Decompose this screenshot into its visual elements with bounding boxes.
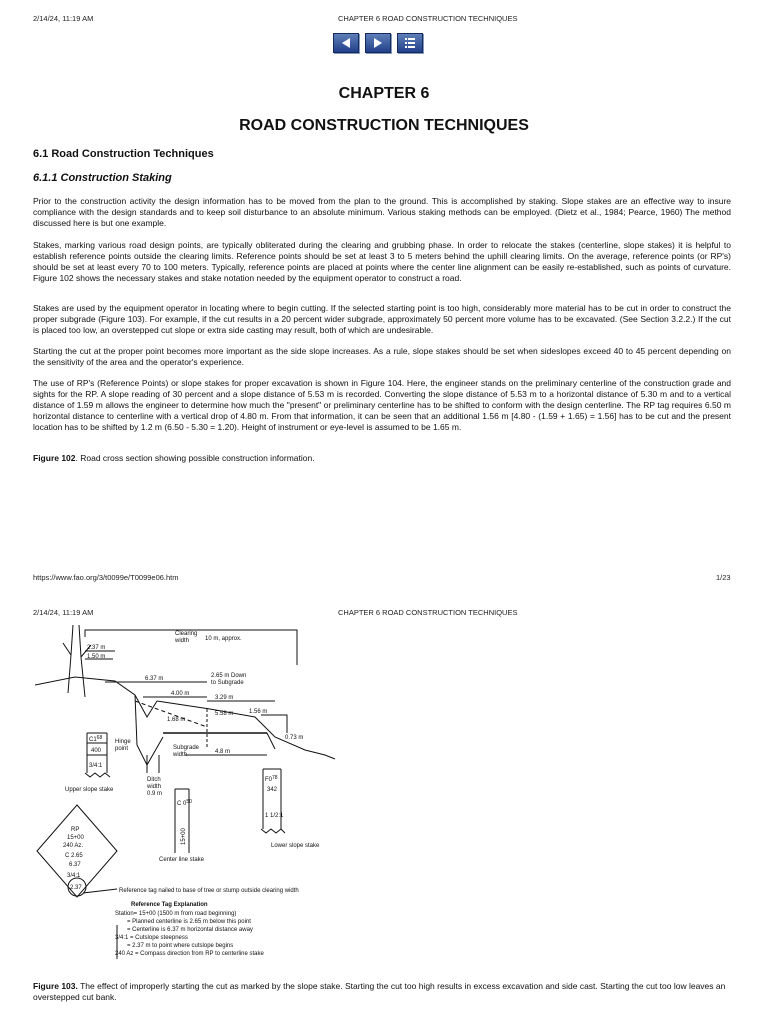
- next-page-button[interactable]: [365, 33, 391, 53]
- dim-073-label: 0.73 m: [285, 735, 304, 741]
- legend-line-6: 240 Az = Compass direction from RP to centerline stake: [115, 951, 264, 957]
- reference-tag-note: Reference tag nailed to base of tree or stump outside clearing width: [119, 888, 299, 894]
- clearing-width-label: Clearing width: [175, 631, 198, 644]
- previous-page-button[interactable]: [333, 33, 359, 53]
- rp-station: 15+00: [67, 835, 84, 841]
- footer-url[interactable]: https://www.fao.org/3/t0099e/T0099e06.htm: [33, 573, 179, 582]
- center-tag-station: 15+00: [181, 828, 187, 845]
- legend-line-1: Station= 15+00 (1500 m from road beginning): [115, 911, 237, 917]
- figure-103-label: Figure 103.: [33, 981, 78, 991]
- legend-line-3: = Centerline is 6.37 m horizontal distance away: [127, 927, 253, 933]
- subsection-heading: 6.1.1 Construction Staking: [33, 172, 172, 184]
- down-to-subgrade-label: 2.65 m Down to Subgrade: [211, 673, 247, 686]
- tree-trunk-left: [68, 625, 73, 693]
- dim-400-label: 4.00 m: [171, 691, 190, 697]
- dim-637-label: 6.37 m: [145, 676, 164, 682]
- figure-103-text: The effect of improperly starting the cut as marked by the slope stake. Starting the cut too high results in excess excavation and side cast. Starting the cut too low leaves an overstepped cut bank.: [33, 981, 726, 1002]
- upper-tag-c168: $C1^{68}$: [89, 735, 103, 743]
- rp-637: 6.37: [69, 862, 81, 868]
- paragraph-reference-points: Stakes, marking various road design points, are typically obliterated during the clearing and grubbing phase. In order to relocate the stakes (centerline, slope stakes) it is helpful to establish reference points outside the clearing limits. Reference points should be set at least 3 to 5 meters behind the uphill clearing limits. On the average, reference points (or RP's) should be set at least every 70 to 100 meters. Typically, reference points are placed at points where the center line alignment can be easily re-established, such as points of curvature. Figure 102 shows the necessary stakes and stake notation needed by the equipment operator to construct a road.: [33, 240, 731, 283]
- contents-list-icon: [403, 36, 417, 50]
- dim-329-label: 3.29 m: [215, 695, 234, 701]
- hinge-point-label: Hinge point: [115, 739, 131, 752]
- paragraph-staking-intro: Prior to the construction activity the design information has to be moved from the plan to the ground. This is accomplished by staking. Slope stakes are an effective way to insure compliance with the design standards and to keep soil disturbance to an absolute minimum. Various staking methods can be employed. (Dietz et al., 1984; Pearce, 1960) The method discussed here is but one example.: [33, 196, 731, 228]
- legend-title: Reference Tag Explanation: [131, 902, 208, 908]
- rp-azimuth: 240 Az.: [63, 843, 84, 849]
- rp-c265: C 2.65: [65, 853, 83, 859]
- centerline-stake-label: Center line stake: [159, 857, 205, 863]
- original-ground-upper: [35, 677, 157, 717]
- print-page-title-page2: CHAPTER 6 ROAD CONSTRUCTION TECHNIQUES: [338, 608, 518, 617]
- paragraph-side-slope: Starting the cut at the proper point becomes more important as the side slope increases. As a rule, slope stakes should be set when sideslopes exceed 40 to 45 percent depending on the sensitivity of the area and the operator's experience.: [33, 346, 731, 367]
- chapter-heading: CHAPTER 6: [338, 85, 430, 102]
- figure-102-text: . Road cross section showing possible construction information.: [75, 453, 315, 463]
- legend-line-2: = Planned centerline is 2.65 m below this point: [127, 919, 251, 925]
- reference-tag-diamond: [37, 805, 117, 897]
- rp-slope: 3/4:1: [67, 873, 81, 879]
- dim-558-label: 5.58 m: [215, 711, 234, 717]
- chapter-title: ROAD CONSTRUCTION TECHNIQUES: [239, 117, 529, 134]
- lower-tag-342: 342: [267, 787, 278, 793]
- cut-slope: [135, 695, 163, 765]
- legend-line-5: = 2.37 m to point where cutslope begins: [127, 943, 234, 949]
- upper-slope-stake-label: Upper slope stake: [65, 787, 114, 793]
- legend-line-4: 3/4:1 = Cutslope steepness: [115, 935, 188, 941]
- dim-156-label: 1.56 m: [249, 709, 268, 715]
- dim-168-label: 1.68 m: [167, 717, 186, 723]
- arrow-right-icon: [371, 36, 385, 50]
- print-page-title: CHAPTER 6 ROAD CONSTRUCTION TECHNIQUES: [338, 14, 518, 23]
- rp-title: RP: [71, 827, 80, 833]
- paragraph-cut-start: Stakes are used by the equipment operator in locating where to begin cutting. If the selected starting point is too high, considerably more material has to be cut in order to construct the proper subgrade (Figure 103). For example, if the cut results in a 20 percent wider subgrade, approximately 50 percent more volume has to be excavated. (See Section 3.2.2.) If the cut is placed too low, an overstepped cut slope or extra side casting may result, both of which are undesirable.: [33, 303, 731, 335]
- subgrade-width-label: Subgrade width: [173, 745, 200, 758]
- dim-150-label: 1.50 m: [87, 654, 106, 660]
- center-tag-c050: C $0^{50}$: [177, 799, 192, 807]
- lower-slope-stake-label: Lower slope stake: [271, 843, 320, 849]
- figure-103-caption: [33, 981, 731, 1003]
- section-heading: 6.1 Road Construction Techniques: [33, 148, 214, 160]
- paragraph-rp-usage: The use of RP's (Reference Points) or slope stakes for proper excavation is shown in Figure 104. Here, the engineer stands on the preliminary centerline of the construction grade and sights for the RP. A slope reading of 30 percent and a slope distance of 5.53 m is recorded. Converting the slope distance of 5.53 m to a horizontal distance of 5.30 m and to a vertical distance of 1.59 m allows the engineer to determine how much the "present" or preliminary centerline has to be shifted to conform with the design centerline. The RP tag requires 6.50 m horizontal distance to centerline with a vertical drop of 4.80 m. From that information, it can be seen that an additional 1.56 m [4.80 - (1.59 + 1.65) = 1.56] has to be cut and the present location has to be shifted by 1.2 m (6.50 - 5.30 = 1.20). Height of instrument or eye-level is assumed to be 1.65 m.: [33, 378, 731, 432]
- figure-102-label: Figure 102: [33, 453, 76, 463]
- print-timestamp: 2/14/24, 11:19 AM: [33, 14, 94, 23]
- page-navigation: [333, 33, 423, 53]
- rp-237: 2.37: [70, 885, 82, 891]
- upper-tag-400: 400: [91, 748, 102, 754]
- print-timestamp-page2: 2/14/24, 11:19 AM: [33, 608, 94, 617]
- upper-tag-slope: 3/4:1: [89, 763, 103, 769]
- dim-48-label: 4.8 m: [215, 749, 231, 755]
- contents-button[interactable]: [397, 33, 423, 53]
- dim-237-label: 2.37 m: [87, 645, 106, 651]
- figure-102-caption: [33, 453, 731, 464]
- road-cross-section-diagram: [35, 625, 375, 965]
- tree-trunk-right: [79, 625, 85, 697]
- arrow-left-icon: [339, 36, 353, 50]
- ditch-width-label: Ditch width 0.9 m: [147, 777, 163, 797]
- lower-tag-slope: 1 1/2:1: [265, 813, 284, 819]
- lower-tag-f078: $F0^{78}$: [265, 775, 278, 783]
- footer-page-number: 1/23: [716, 573, 731, 582]
- clearing-approx-label: 10 m, approx.: [205, 636, 242, 642]
